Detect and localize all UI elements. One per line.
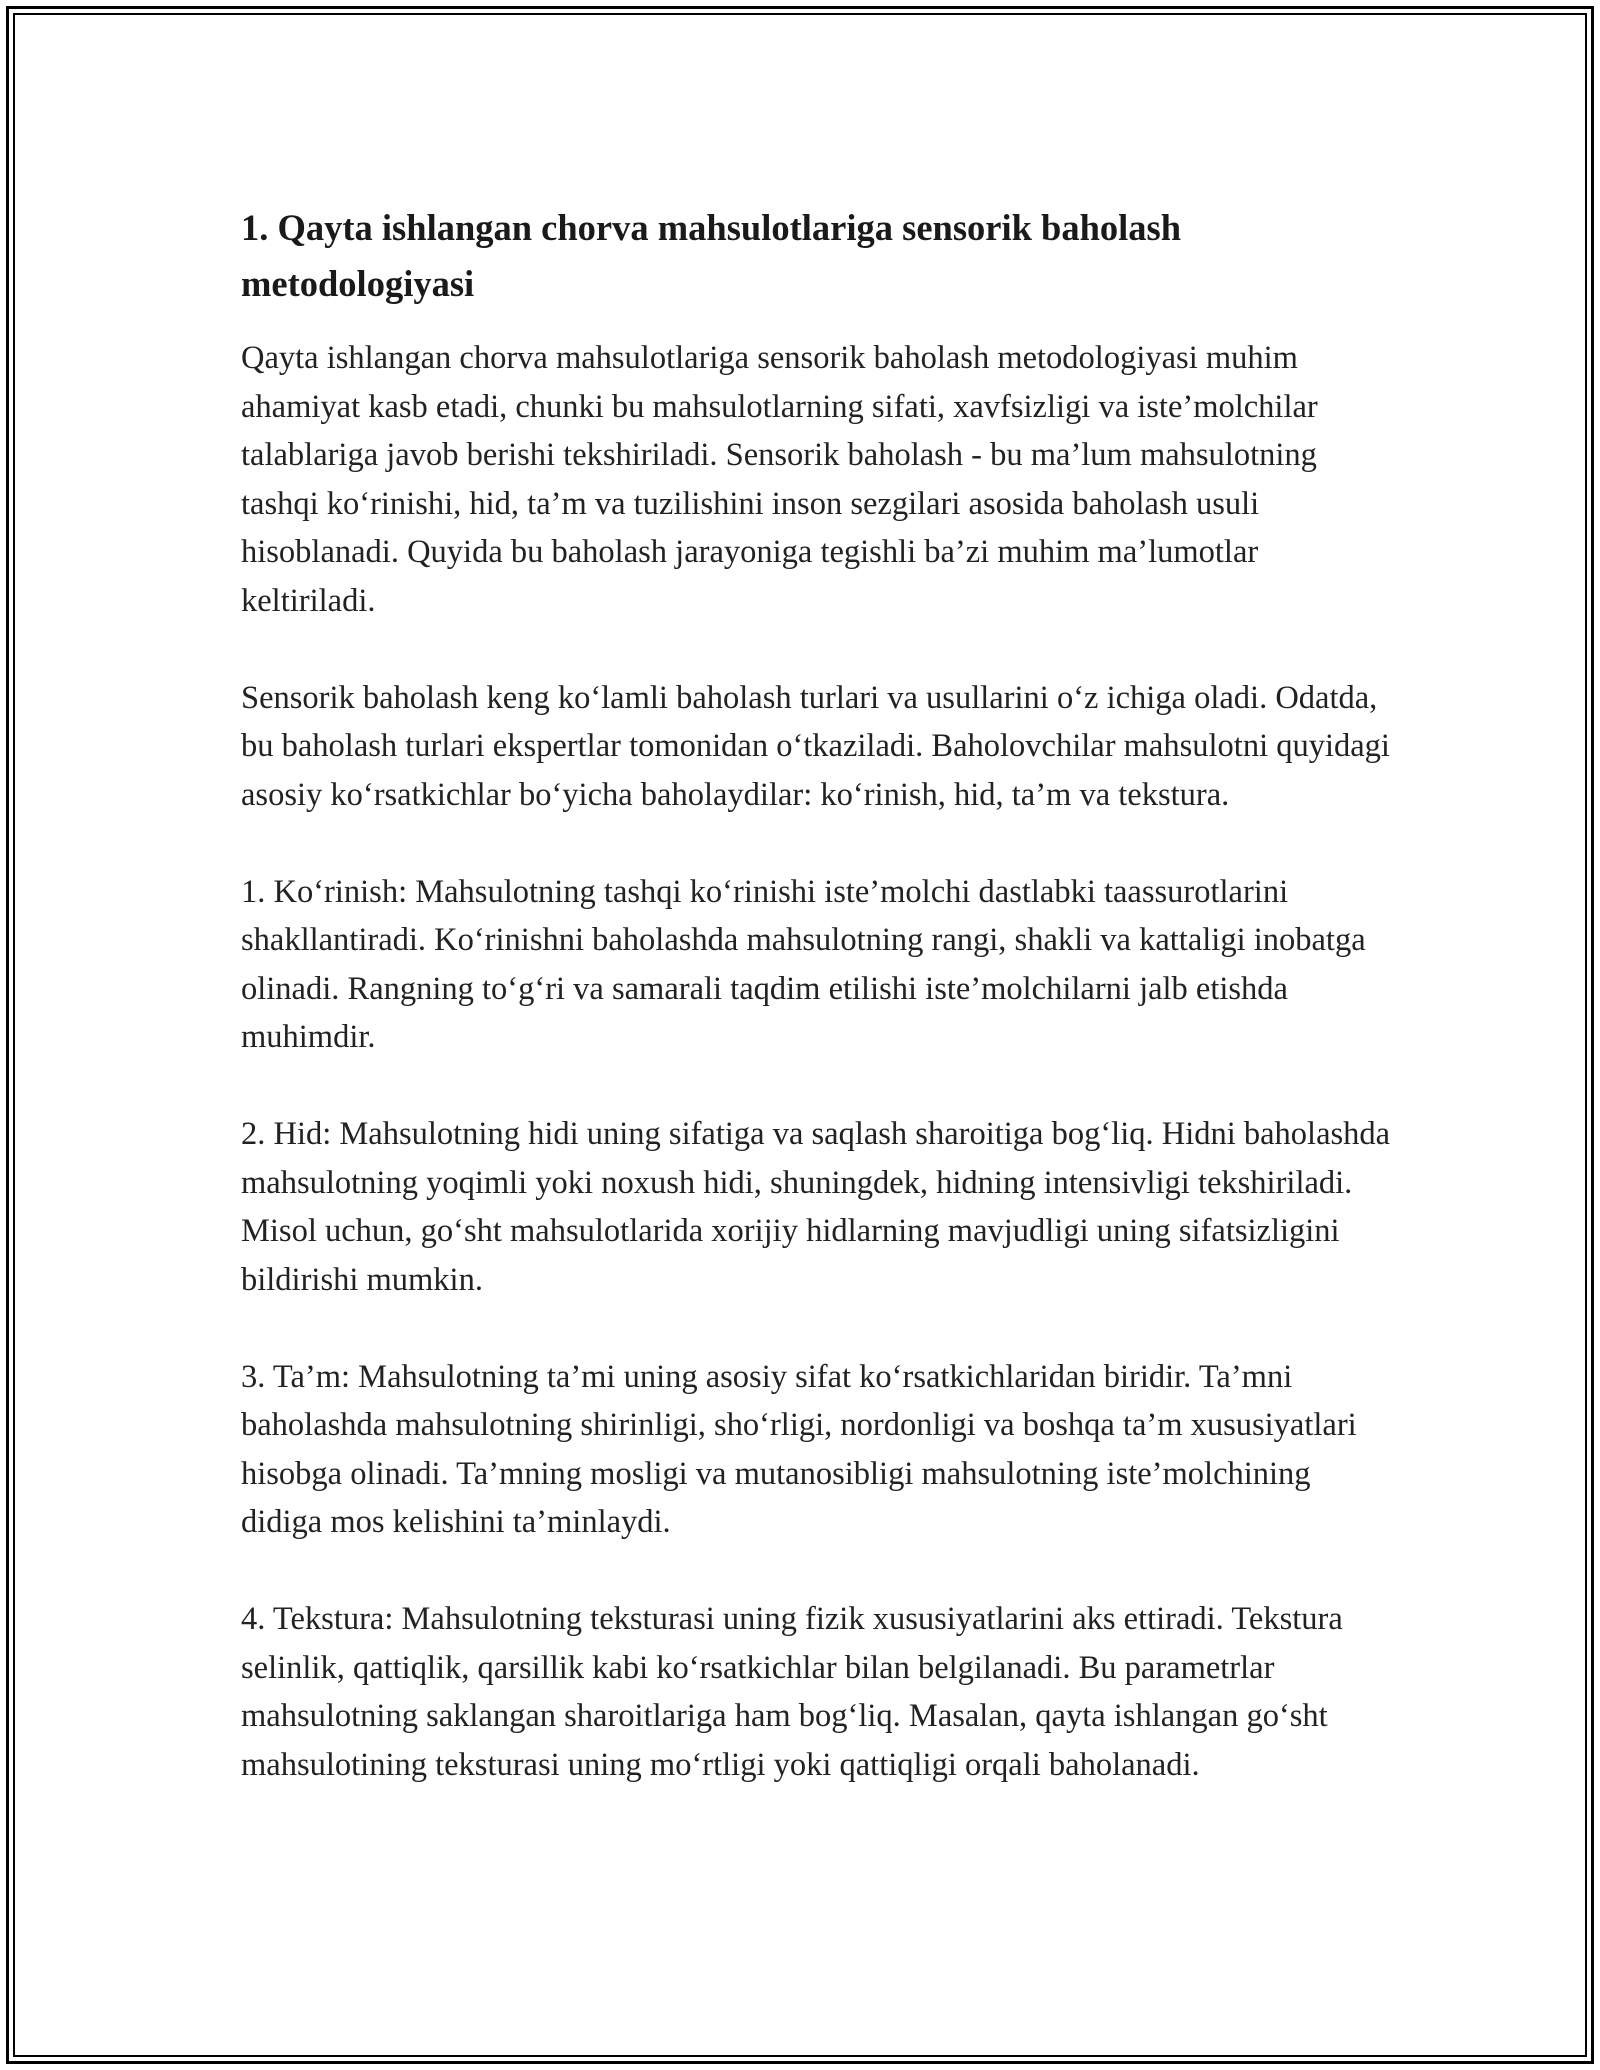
paragraph-texture: 4. Tekstura: Mahsulotning teksturasi uning fizik xususiyatlarini aks ettiradi. Tekstura selinlik, qattiqlik, qarsillik kabi koʻrsatkichlar bilan belgilanadi. Bu parametrlar mahsulotning saklangan sharoitlariga ham bogʻliq. Masalan, qayta ishlangan goʻsht mahsulotining teksturasi uning moʻrtligi yoki qattiqligi orqali baholanadi. — [241, 1601, 1343, 1783]
document-body — [241, 200, 1391, 1789]
page-border-outer — [6, 6, 1594, 2064]
paragraph-taste: 3. Ta’m: Mahsulotning ta’mi uning asosiy sifat koʻrsatkichlaridan biridir. Ta’mni baholashda mahsulotning shirinligi, shoʻrligi, nordonligi va boshqa ta’m xususiyatlari hisobga olinadi. Ta’mning mosligi va mutanosibligi mahsulotning iste’molchining didiga mos kelishini ta’minlaydi. — [241, 1358, 1357, 1540]
paragraph-appearance: 1. Koʻrinish: Mahsulotning tashqi koʻrinishi iste’molchi dastlabki taassurotlarini shakllantiradi. Koʻrinishni baholashda mahsulotning rangi, shakli va kattaligi inobatga olinadi. Rangning toʻgʻri va samarali taqdim etilishi iste’molchilarni jalb etishda muhimdir. — [241, 873, 1366, 1055]
page-border-inner — [13, 13, 1587, 2057]
section-heading: 1. Qayta ishlangan chorva mahsulotlariga sensorik baholash metodologiyasi — [241, 207, 1182, 304]
paragraph-overview: Sensorik baholash keng koʻlamli baholash turlari va usullarini oʻz ichiga oladi. Odatda, bu baholash turlari ekspertlar tomonidan oʻtkaziladi. Baholovchilar mahsulotni quyidagi asosiy koʻrsatkichlar boʻyicha baholaydilar: koʻrinish, hid, ta’m va tekstura. — [241, 679, 1390, 813]
paragraph-smell: 2. Hid: Mahsulotning hidi uning sifatiga va saqlash sharoitiga bogʻliq. Hidni baholashda mahsulotning yoqimli yoki noxush hidi, shuningdek, hidning intensivligi tekshiriladi. Misol uchun, goʻsht mahsulotlarida xorijiy hidlarning mavjudligi uning sifatsizligini bildirishi mumkin. — [241, 1116, 1391, 1298]
paragraph-intro: Qayta ishlangan chorva mahsulotlariga sensorik baholash metodologiyasi muhim ahamiyat kasb etadi, chunki bu mahsulotlarning sifati, xavfsizligi va iste’molchilar talablariga javob berishi tekshiriladi. Sensorik baholash - bu ma’lum mahsulotning tashqi koʻrinishi, hid, ta’m va tuzilishini inson sezgilari asosida baholash usuli hisoblanadi. Quyida bu baholash jarayoniga tegishli ba’zi muhim ma’lumotlar keltiriladi. — [241, 340, 1318, 619]
